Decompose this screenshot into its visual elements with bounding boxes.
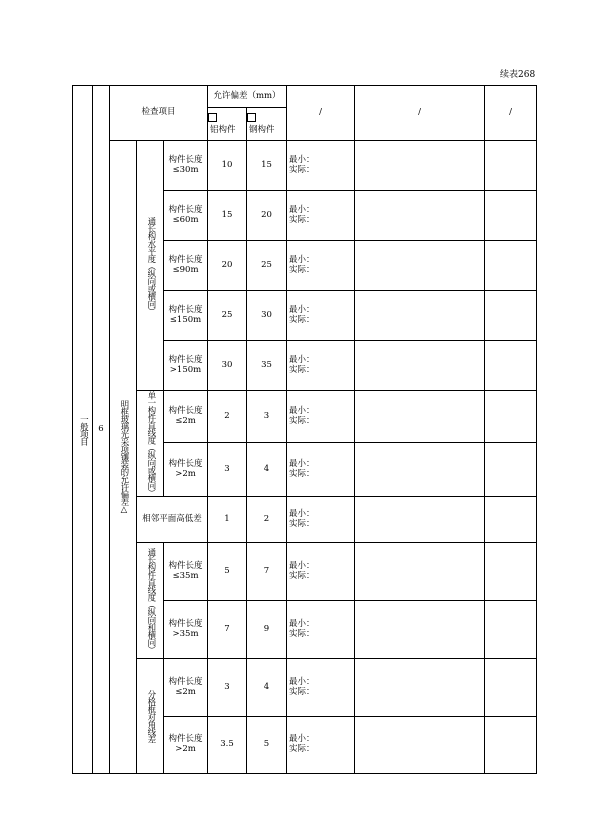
inspection-grid xyxy=(72,85,537,774)
aluminum-value: 20 xyxy=(208,241,247,291)
blank-cell xyxy=(485,141,537,191)
blank-cell xyxy=(355,141,485,191)
blank-cell xyxy=(485,341,537,391)
blank-cell xyxy=(485,443,537,497)
item-number-cell: 6 xyxy=(93,86,110,774)
blank-cell xyxy=(485,543,537,601)
result-cell: 最小： 实际： xyxy=(287,191,355,241)
steel-value: 2 xyxy=(247,497,287,543)
blank-cell xyxy=(355,241,485,291)
condition-cell: 构件长度 ≤60m xyxy=(164,191,208,241)
blank-cell xyxy=(485,241,537,291)
condition-cell: 构件长度 ≤2m xyxy=(164,659,208,717)
steel-value: 3 xyxy=(247,391,287,443)
slash-header-3: / xyxy=(485,86,537,141)
steel-value: 35 xyxy=(247,341,287,391)
continued-table-label: 续表268 xyxy=(500,70,536,80)
steel-value: 20 xyxy=(247,191,287,241)
blank-cell xyxy=(355,291,485,341)
aluminum-value: 30 xyxy=(208,341,247,391)
result-cell: 最小： 实际： xyxy=(287,141,355,191)
blank-cell xyxy=(485,191,537,241)
steel-value: 25 xyxy=(247,241,287,291)
condition-cell: 构件长度 >2m xyxy=(164,717,208,774)
steel-value: 30 xyxy=(247,291,287,341)
blank-cell xyxy=(355,341,485,391)
result-cell: 最小： 实际： xyxy=(287,601,355,659)
result-cell: 最小： 实际： xyxy=(287,543,355,601)
steel-value: 5 xyxy=(247,717,287,774)
result-cell: 最小： 实际： xyxy=(287,391,355,443)
condition-cell: 构件长度 ≤35m xyxy=(164,543,208,601)
result-cell: 最小： 实际： xyxy=(287,241,355,291)
adjacent-plane-label: 相邻平面高低差 xyxy=(137,497,208,543)
result-cell: 最小： 实际： xyxy=(287,291,355,341)
blank-cell xyxy=(355,443,485,497)
aluminum-value: 7 xyxy=(208,601,247,659)
aluminum-value: 25 xyxy=(208,291,247,341)
blank-cell xyxy=(355,659,485,717)
aluminum-header: 铝构件 xyxy=(208,108,247,141)
blank-cell xyxy=(485,659,537,717)
condition-cell: 构件长度 ≤90m xyxy=(164,241,208,291)
steel-value: 4 xyxy=(247,659,287,717)
condition-cell: 构件长度 ≤150m xyxy=(164,291,208,341)
condition-cell: 构件长度 >150m xyxy=(164,341,208,391)
slash-header-2: / xyxy=(355,86,485,141)
steel-value: 15 xyxy=(247,141,287,191)
result-cell: 最小： 实际： xyxy=(287,443,355,497)
aluminum-value: 3 xyxy=(208,659,247,717)
blank-cell xyxy=(355,543,485,601)
blank-cell xyxy=(485,291,537,341)
blank-cell xyxy=(355,717,485,774)
blank-cell xyxy=(355,601,485,659)
aluminum-value: 3 xyxy=(208,443,247,497)
checkbox-icon[interactable] xyxy=(247,113,256,122)
slash-header-1: / xyxy=(287,86,355,141)
steel-value: 4 xyxy=(247,443,287,497)
result-cell: 最小： 实际： xyxy=(287,497,355,543)
aluminum-value: 1 xyxy=(208,497,247,543)
group-diagonal-difference: 分格框对角线差 xyxy=(137,659,164,774)
aluminum-value: 3.5 xyxy=(208,717,247,774)
result-cell: 最小： 实际： xyxy=(287,659,355,717)
blank-cell xyxy=(485,497,537,543)
aluminum-value: 15 xyxy=(208,191,247,241)
result-cell: 最小： 实际： xyxy=(287,717,355,774)
group-continuous-straightness: 通长构件直线度（纵向和横向） xyxy=(137,543,164,659)
steel-header: 钢构件 xyxy=(247,108,287,141)
condition-cell: 构件长度 >35m xyxy=(164,601,208,659)
steel-value: 7 xyxy=(247,543,287,601)
condition-cell: 构件长度 ≤30m xyxy=(164,141,208,191)
blank-cell xyxy=(485,717,537,774)
condition-cell: 构件长度 ≤2m xyxy=(164,391,208,443)
checkbox-icon[interactable] xyxy=(208,113,217,122)
aluminum-value: 10 xyxy=(208,141,247,191)
blank-cell xyxy=(485,391,537,443)
blank-cell xyxy=(355,191,485,241)
group-horizontality: 通长构水平度（纵向或横向） xyxy=(137,141,164,391)
allowed-deviation-header: 允许偏差（mm） xyxy=(208,86,287,108)
category-cell: 一般项目 xyxy=(73,86,93,774)
blank-cell xyxy=(355,391,485,443)
result-cell: 最小： 实际： xyxy=(287,341,355,391)
condition-cell: 构件长度 >2m xyxy=(164,443,208,497)
aluminum-value: 5 xyxy=(208,543,247,601)
check-item-header: 检查项目 xyxy=(110,86,208,141)
blank-cell xyxy=(485,601,537,659)
aluminum-value: 2 xyxy=(208,391,247,443)
blank-cell xyxy=(355,497,485,543)
group-single-straightness: 单一构件直线度（纵向或横向） xyxy=(137,391,164,497)
steel-value: 9 xyxy=(247,601,287,659)
item-title-cell: 明框玻璃光采项镶装的允许偏差△ xyxy=(110,141,137,774)
